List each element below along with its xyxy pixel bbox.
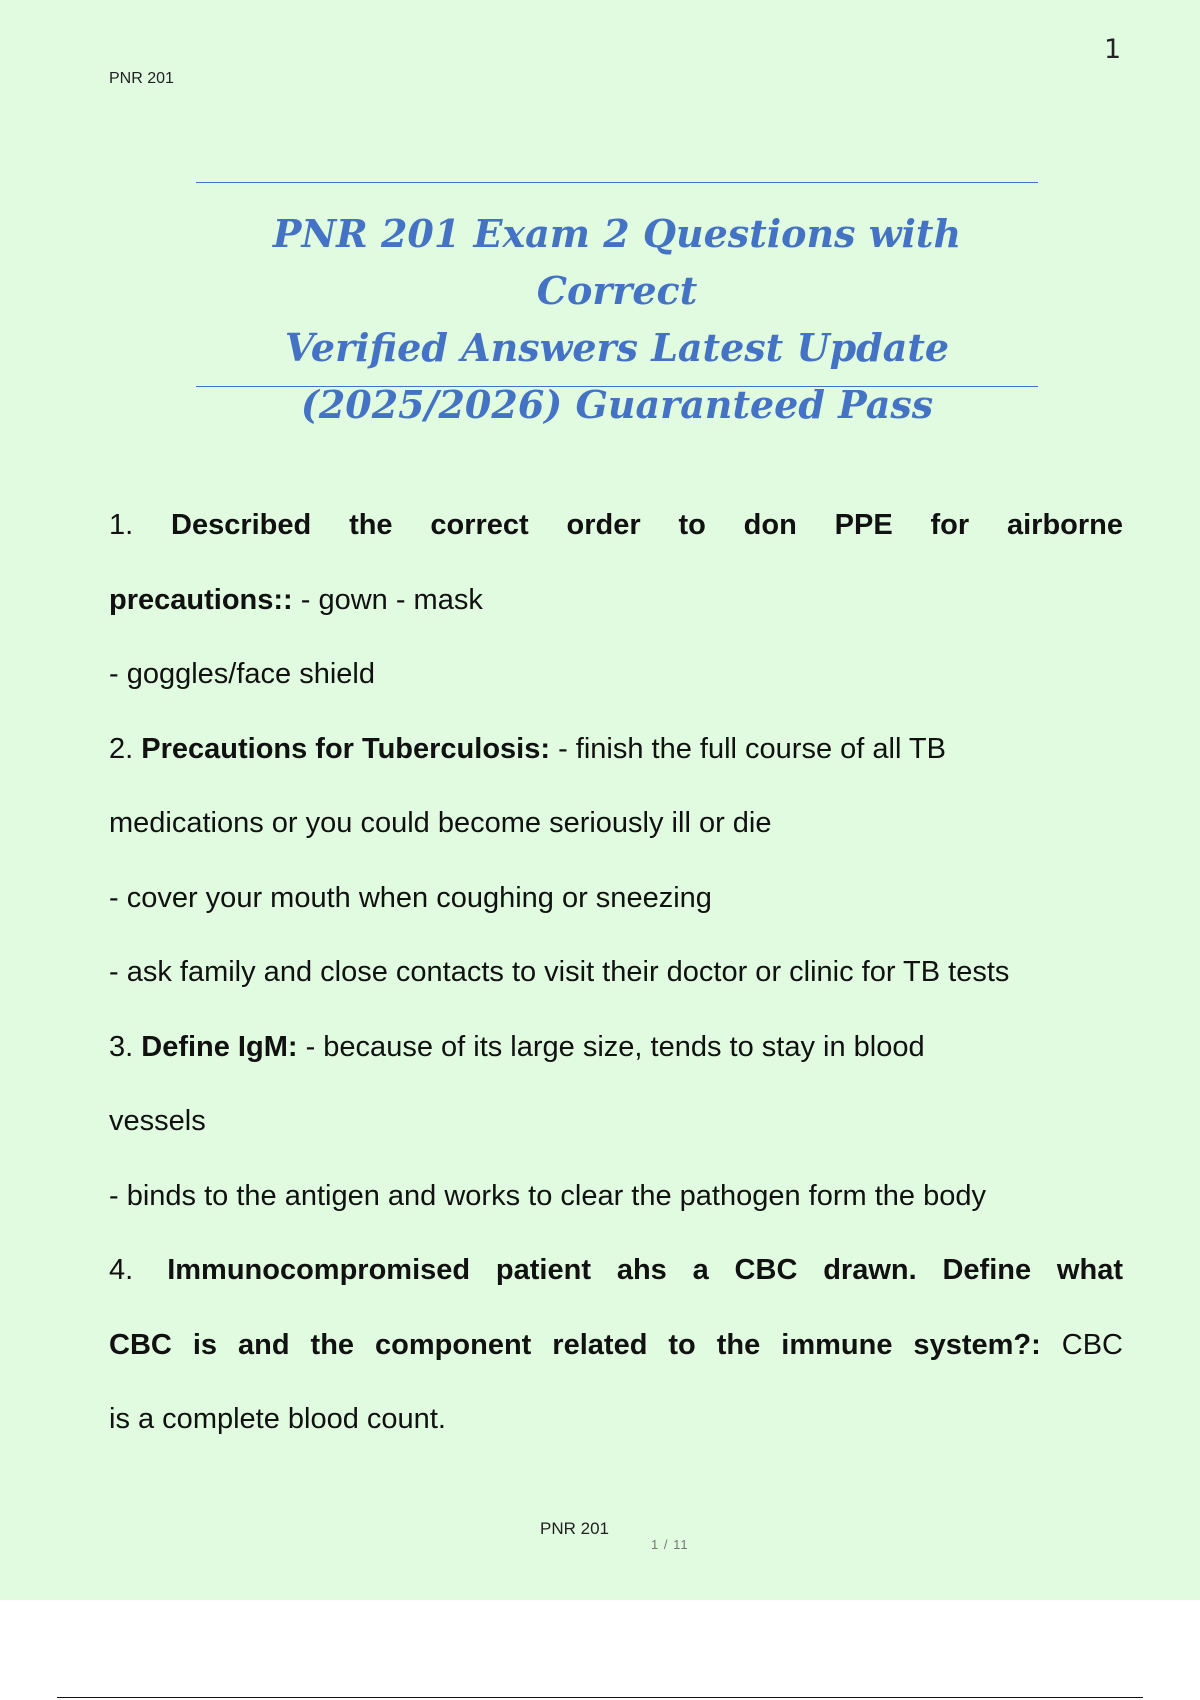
title-line-3: (2025/2026) Guaranteed Pass <box>300 382 934 427</box>
q4-question-cont: CBC is and the component related to the immune system?: <box>109 1328 1041 1361</box>
q1-answer-line: - goggles/face shield <box>109 658 375 690</box>
next-page-top-rule <box>57 1697 1143 1698</box>
page-number: 1 <box>1104 34 1122 65</box>
q1-number: 1. <box>109 509 134 541</box>
q1-answer: - gown - mask <box>292 583 483 616</box>
q2-number: 2. <box>109 732 134 765</box>
q1-line-1 <box>109 488 1123 563</box>
q4-line-1 <box>109 1233 1123 1308</box>
q4-question: Immunocompromised patient ahs a CBC drawn. Define what <box>167 1254 1123 1286</box>
q2-answer-line-4: - ask family and close contacts to visit their doctor or clinic for TB tests <box>109 956 1010 988</box>
q3-line-1 <box>109 1010 1123 1085</box>
q4-answer-line-3: is a complete blood count. <box>109 1403 446 1435</box>
q3-answer: - because of its large size, tends to stay in blood <box>297 1030 925 1063</box>
q4-answer: CBC <box>1040 1328 1123 1361</box>
q2-line-1 <box>109 712 1123 787</box>
q3-number: 3. <box>109 1030 134 1063</box>
q2-answer: - finish the full course of all TB <box>550 732 946 765</box>
title-line-2: Verified Answers Latest Update <box>284 325 950 370</box>
header-course: PNR 201 <box>109 70 174 87</box>
footer-page-count: 1 / 11 <box>651 1537 689 1552</box>
q3-answer-line-3: - binds to the antigen and works to clear the pathogen form the body <box>109 1179 986 1212</box>
q3-answer-line-2: vessels <box>109 1105 206 1137</box>
q3-question: Define IgM: <box>141 1030 298 1063</box>
document-title <box>196 205 1038 433</box>
q1-question: Described the correct order to don PPE for airborne <box>171 509 1123 541</box>
questions-body <box>109 488 1123 1457</box>
q1-line-2 <box>109 563 1123 638</box>
q2-answer-line-2: medications or you could become seriously ill or die <box>109 807 772 839</box>
title-block <box>196 182 1038 427</box>
q2-question: Precautions for Tuberculosis: <box>141 732 551 765</box>
title-line-1: PNR 201 Exam 2 Questions with Correct <box>272 211 962 313</box>
q1-question-cont: precautions:: <box>109 583 293 616</box>
q4-line-2 <box>109 1308 1123 1383</box>
q2-answer-line-3: - cover your mouth when coughing or sneezing <box>109 881 712 914</box>
q4-number: 4. <box>109 1254 134 1286</box>
footer-course: PNR 201 <box>540 1519 609 1538</box>
